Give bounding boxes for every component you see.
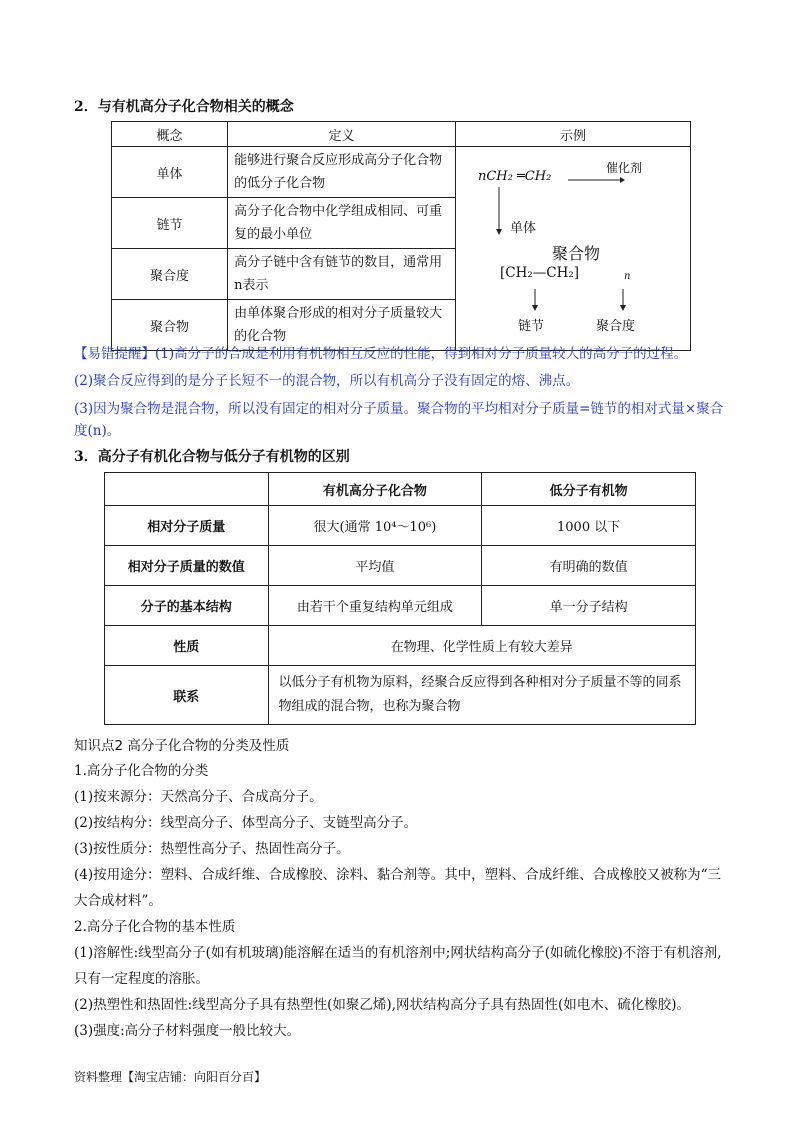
merged-value-cell: 以低分子有机物为原料，经聚合反应得到各种相对分子质量不等的同系物组成的混合物，也称为聚合物	[268, 666, 695, 725]
merged-value-cell: 在物理、化学性质上有较大差异	[268, 626, 695, 666]
degree-n: n	[623, 271, 631, 282]
row-label: 相对分子质量的数值	[105, 546, 269, 586]
body-line: (3)按性质分：热塑性高分子、热固性高分子。	[74, 841, 350, 857]
body-line: (4)按用途分：塑料、合成纤维、合成橡胶、涂料、黏合剂等。其中，塑料、合成纤维、合成橡胶又被称为“三大合成材料”。	[74, 867, 722, 909]
body-line: 1.高分子化合物的分类	[74, 763, 209, 779]
polymer-example	[456, 147, 690, 339]
classification-body	[74, 758, 734, 1044]
table-header-row	[112, 122, 691, 147]
footer-text: 资料整理【淘宝店铺：向阳百分百】	[74, 1070, 267, 1084]
table-row	[105, 666, 696, 725]
table-row	[105, 546, 696, 586]
tip-line: (2)聚合反应得到的是分子长短不一的混合物，所以有机高分子没有固定的熔、沸点。	[74, 373, 580, 389]
header-definition: 定义	[228, 122, 456, 147]
down-arrow-icon	[530, 287, 540, 313]
knowledge-point-title: 知识点2 高分子化合物的分类及性质	[74, 738, 290, 754]
unit-label: 链节	[517, 319, 544, 334]
monomer-label: 单体	[509, 221, 536, 236]
high-value-cell: 很大(通常 10⁴～10⁶)	[268, 506, 482, 546]
concept-cell: 链节	[112, 198, 228, 249]
definition-cell: 能够进行聚合反应形成高分子化合物的低分子化合物	[228, 147, 456, 198]
header-high-molecular: 有机高分子化合物	[268, 473, 482, 506]
definition-cell: 高分子链中含有链节的数目，通常用n表示	[228, 249, 456, 300]
example-cell	[455, 147, 690, 351]
table-row	[105, 626, 696, 666]
low-value-cell: 有明确的数值	[482, 546, 696, 586]
header-concept: 概念	[112, 122, 228, 147]
definition-cell: 由单体聚合形成的相对分子质量较大的化合物	[228, 300, 456, 351]
body-line: (1)溶解性:线型高分子(如有机玻璃)能溶解在适当的有机溶剂中;网状结构高分子(如硫化橡胶)不溶于有机溶剂,只有一定程度的溶胀。	[74, 945, 722, 987]
body-line: (3)强度:高分子材料强度一般比较大。	[74, 1023, 301, 1039]
body-line: (1)按来源分：天然高分子、合成高分子。	[74, 789, 323, 805]
body-line: (2)按结构分：线型高分子、体型高分子、支链型高分子。	[74, 815, 418, 831]
catalyst-label: 催化剂	[605, 161, 642, 175]
header-low-molecular: 低分子有机物	[482, 473, 696, 506]
reaction-formula: nCH₂ ═CH₂	[477, 169, 552, 184]
definition-cell: 高分子化合物中化学组成相同、可重复的最小单位	[228, 198, 456, 249]
concepts-table	[111, 121, 691, 351]
section-3-title: 3．高分子有机化合物与低分子有机物的区别	[74, 449, 350, 465]
section-2-title: 2．与有机高分子化合物相关的概念	[74, 99, 294, 115]
header-example: 示例	[455, 122, 690, 147]
row-label: 分子的基本结构	[105, 586, 269, 626]
corner-cell	[105, 473, 269, 506]
row-label: 联系	[105, 666, 269, 725]
down-arrow-icon	[618, 287, 628, 313]
polymer-formula: [CH₂—CH₂]	[499, 265, 580, 281]
comparison-table	[104, 472, 696, 725]
high-value-cell: 由若干个重复结构单元组成	[268, 586, 482, 626]
concept-cell: 聚合度	[112, 249, 228, 300]
low-value-cell: 1000 以下	[482, 506, 696, 546]
polymer-label: 聚合物	[551, 244, 600, 263]
row-label: 性质	[105, 626, 269, 666]
table-row	[105, 506, 696, 546]
tip-line: 【易错提醒】(1)高分子的合成是利用有机物相互反应的性能，得到相对分子质量较大的高分子的过程。	[74, 346, 688, 362]
low-value-cell: 单一分子结构	[482, 586, 696, 626]
high-value-cell: 平均值	[268, 546, 482, 586]
concept-cell: 聚合物	[112, 300, 228, 351]
row-label: 相对分子质量	[105, 506, 269, 546]
body-line: 2.高分子化合物的基本性质	[74, 919, 236, 935]
table-header-row	[105, 473, 696, 506]
tip-line: (3)因为聚合物是混合物，所以没有固定的相对分子质量。聚合物的平均相对分子质量=链节的相对式量×聚合度(n)。	[74, 401, 724, 439]
table-row	[112, 147, 691, 198]
degree-label: 聚合度	[595, 319, 635, 334]
table-row	[105, 586, 696, 626]
down-arrow-icon	[494, 185, 504, 237]
concept-cell: 单体	[112, 147, 228, 198]
body-line: (2)热塑性和热固性:线型高分子具有热塑性(如聚乙烯),网状结构高分子具有热固性(如电木、硫化橡胶)。	[74, 997, 691, 1013]
reaction-arrow-icon	[566, 175, 626, 185]
